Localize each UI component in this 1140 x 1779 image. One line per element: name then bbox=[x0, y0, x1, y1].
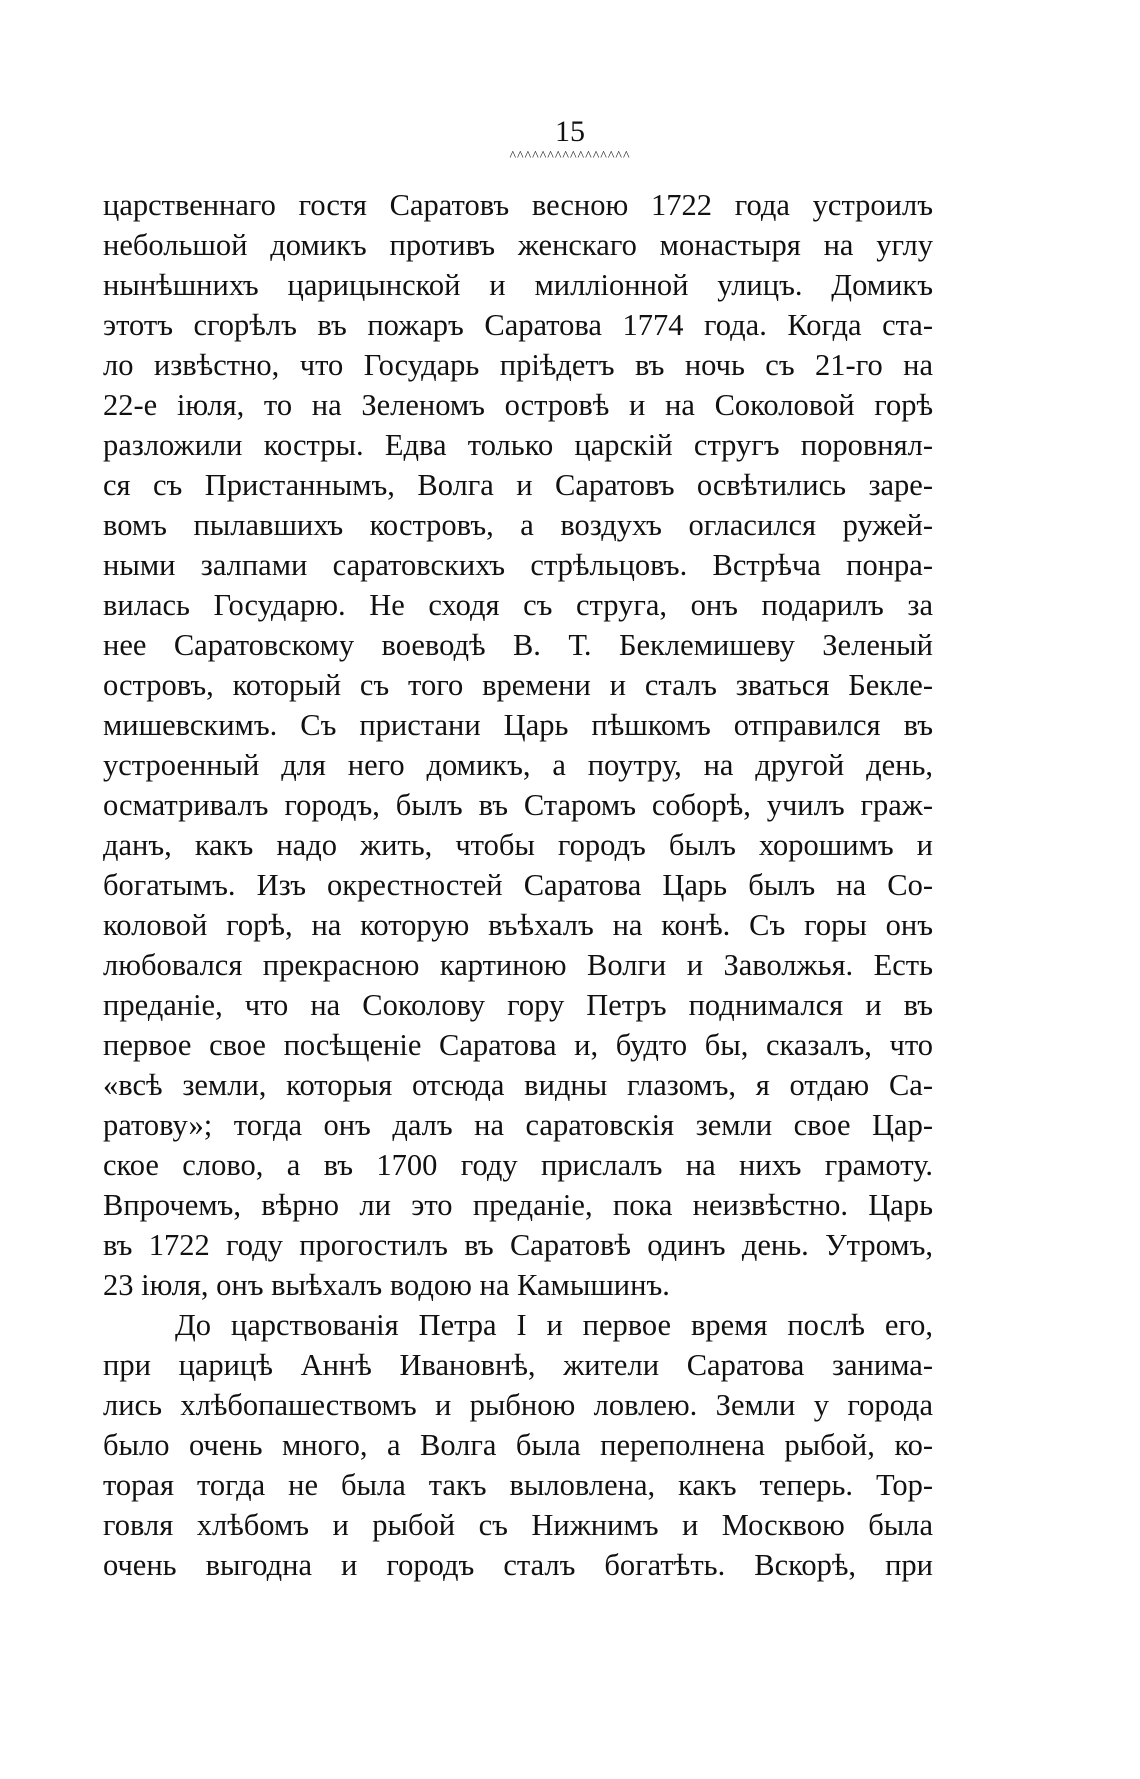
text-line: разложили костры. Едва только царскій стругъ поровнял- bbox=[103, 428, 933, 462]
text-line: «всѣ земли, которыя отсюда видны глазомъ, я отдаю Са- bbox=[103, 1068, 933, 1102]
text-line: при царицѣ Аннѣ Ивановнѣ, жители Саратова занима- bbox=[103, 1348, 933, 1382]
text-line: любовался прекрасною картиною Волги и Заволжья. Есть bbox=[103, 948, 933, 982]
text-line: торая тогда не была такъ выловлена, какъ теперь. Тор- bbox=[103, 1468, 933, 1502]
text-line: Впрочемъ, вѣрно ли это преданіе, пока неизвѣстно. Царь bbox=[103, 1188, 933, 1222]
page-number-ornament: ^^^^^^^^^^^^^^^^ bbox=[509, 149, 631, 164]
text-line: богатымъ. Изъ окрестностей Саратова Царь былъ на Со- bbox=[103, 868, 933, 902]
text-line: мишевскимъ. Съ пристани Царь пѣшкомъ отправился въ bbox=[103, 708, 933, 742]
body-text bbox=[103, 185, 933, 1585]
text-line: ратову»; тогда онъ далъ на саратовскія земли свое Цар- bbox=[103, 1108, 933, 1142]
text-line: этотъ сгорѣлъ въ пожаръ Саратова 1774 года. Когда ста- bbox=[103, 308, 933, 342]
text-line: вилась Государю. Не сходя съ струга, онъ подарилъ за bbox=[103, 588, 933, 622]
text-line: нее Саратовскому воеводѣ В. Т. Беклемишеву Зеленый bbox=[103, 628, 933, 662]
text-line: ся съ Пристаннымъ, Волга и Саратовъ освѣтились заре- bbox=[103, 468, 933, 502]
text-line: первое свое посѣщеніе Саратова и, будто бы, сказалъ, что bbox=[103, 1028, 933, 1062]
text-line: 23 іюля, онъ выѣхалъ водою на Камышинъ. bbox=[103, 1268, 670, 1302]
text-line: было очень много, а Волга была переполнена рыбой, ко- bbox=[103, 1428, 933, 1462]
text-line: 22-е іюля, то на Зеленомъ островѣ и на Соколовой горѣ bbox=[103, 388, 933, 422]
text-line: преданіе, что на Соколову гору Петръ поднимался и въ bbox=[103, 988, 933, 1022]
text-line: вомъ пылавшихъ костровъ, а воздухъ огласился ружей- bbox=[103, 508, 933, 542]
text-line: коловой горѣ, на которую въѣхалъ на конѣ. Съ горы онъ bbox=[103, 908, 933, 942]
text-line: небольшой домикъ противъ женскаго монастыря на углу bbox=[103, 228, 933, 262]
text-line: ло извѣстно, что Государь пріѣдетъ въ ночь съ 21-го на bbox=[103, 348, 933, 382]
text-line: въ 1722 году прогостилъ въ Саратовѣ одинъ день. Утромъ, bbox=[103, 1228, 933, 1262]
text-line: царственнаго гостя Саратовъ весною 1722 года устроилъ bbox=[103, 188, 933, 222]
text-line: ными залпами саратовскихъ стрѣльцовъ. Встрѣча понра- bbox=[103, 548, 933, 582]
page-number: 15 bbox=[555, 115, 585, 148]
text-line: данъ, какъ надо жить, чтобы городъ былъ хорошимъ и bbox=[103, 828, 933, 862]
text-line: нынѣшнихъ царицынской и милліонной улицъ. Домикъ bbox=[103, 268, 933, 302]
text-line: островъ, который съ того времени и сталъ зваться Бекле- bbox=[103, 668, 933, 702]
text-line: осматривалъ городъ, былъ въ Старомъ соборѣ, училъ граж- bbox=[103, 788, 933, 822]
text-line: До царствованія Петра I и первое время послѣ его, bbox=[175, 1308, 933, 1342]
text-line: устроенный для него домикъ, а поутру, на другой день, bbox=[103, 748, 933, 782]
text-line: очень выгодна и городъ сталъ богатѣть. Вскорѣ, при bbox=[103, 1548, 933, 1582]
paragraph bbox=[103, 185, 933, 1305]
text-line: ское слово, а въ 1700 году прислалъ на нихъ грамоту. bbox=[103, 1148, 933, 1182]
text-line: лись хлѣбопашествомъ и рыбною ловлею. Земли у города bbox=[103, 1388, 933, 1422]
paragraph bbox=[103, 1305, 933, 1585]
text-line: говля хлѣбомъ и рыбой съ Нижнимъ и Москвою была bbox=[103, 1508, 933, 1542]
